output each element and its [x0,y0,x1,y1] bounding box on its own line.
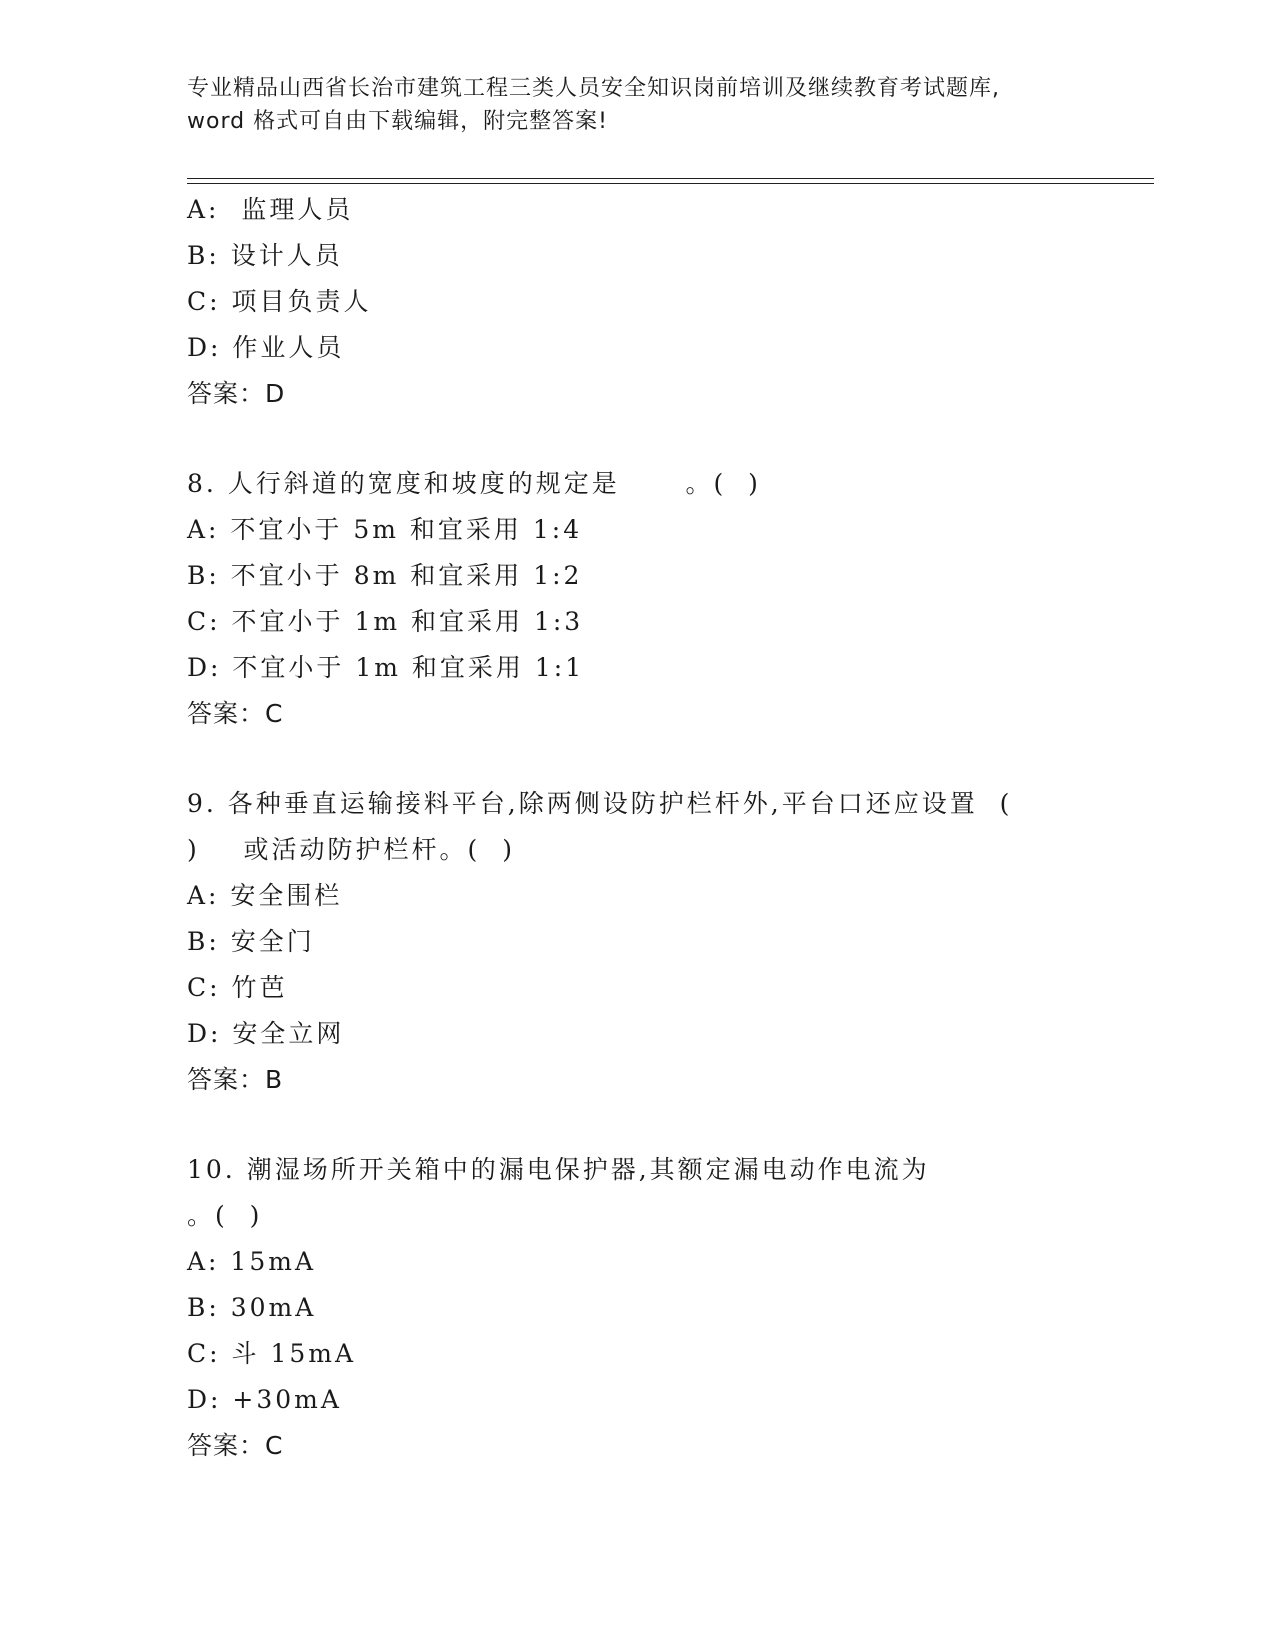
option-b: B: 30mA [187,1293,317,1322]
answer: 答案：C [187,1431,284,1460]
document-header [187,72,1087,138]
question-stem-line-2: ) 或活动防护栏杆。( ) [187,835,515,864]
question-stem-line-1: 10. 潮湿场所开关箱中的漏电保护器,其额定漏电动作电流为 [187,1155,930,1184]
header-divider [187,178,1154,184]
option-c: C: 项目负责人 [187,287,372,316]
question-7 [187,187,1087,417]
header-line-1: 专业精品山西省长治市建筑工程三类人员安全知识岗前培训及继续教育考试题库, [187,76,1000,101]
question-10 [187,1147,1087,1469]
option-d: D: 安全立网 [187,1019,345,1048]
option-b: B: 安全门 [187,927,315,956]
option-a: A: 监理人员 [187,195,354,224]
answer: 答案：B [187,1065,284,1094]
question-list [187,187,1087,1469]
question-stem: 8. 人行斜道的宽度和坡度的规定是 。( ) [187,469,761,498]
question-8 [187,461,1087,737]
answer: 答案：C [187,699,284,728]
question-stem-line-1: 9. 各种垂直运输接料平台,除两侧设防护栏杆外,平台口还应设置 ( [187,789,1013,818]
option-d: D: 不宜小于 1m 和宜采用 1:1 [187,653,585,682]
option-c: C: 斗 15mA [187,1339,357,1368]
option-a: A: 15mA [187,1247,316,1276]
option-b: B: 不宜小于 8m 和宜采用 1:2 [187,561,583,590]
answer: 答案：D [187,379,286,408]
spacer [187,417,1087,461]
question-stem-line-2: 。( ) [187,1201,263,1230]
question-9 [187,781,1087,1103]
option-d: D: +30mA [187,1385,342,1414]
option-a: A: 不宜小于 5m 和宜采用 1:4 [187,515,583,544]
spacer [187,1103,1087,1147]
option-a: A: 安全围栏 [187,881,343,910]
option-c: C: 不宜小于 1m 和宜采用 1:3 [187,607,584,636]
option-b: B: 设计人员 [187,241,343,270]
spacer [187,737,1087,781]
header-line-2: word 格式可自由下载编辑，附完整答案! [187,109,608,134]
option-d: D: 作业人员 [187,333,345,362]
option-c: C: 竹芭 [187,973,288,1002]
